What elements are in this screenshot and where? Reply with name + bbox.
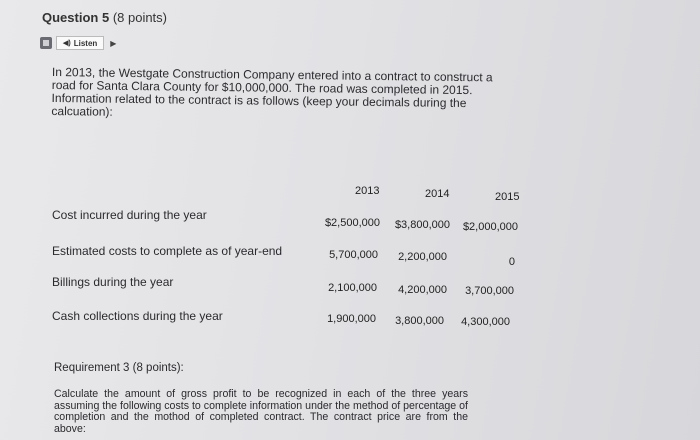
- play-icon[interactable]: ▶: [110, 38, 117, 48]
- cell-bill-2014: 4,200,000: [398, 284, 447, 296]
- requirement-body: Calculate the amount of gross profit to be recognized in each of the three years assuming the following costs to complete information under the method of percentage of completion and the mothod of completed contract. The contract price are from the above:: [54, 388, 468, 435]
- cell-est-2014: 2,200,000: [398, 251, 447, 263]
- row-label-billings: Billings during the year: [52, 275, 174, 289]
- cell-cost-2015: $2,000,000: [462, 221, 518, 233]
- year-header-2014: 2014: [425, 188, 450, 200]
- question-title: [42, 10, 167, 25]
- cell-est-2013: 5,700,000: [329, 249, 378, 261]
- listen-toolbar: [40, 36, 116, 50]
- cell-bill-2013: 2,100,000: [328, 282, 377, 294]
- cell-cost-2014: $3,800,000: [394, 219, 450, 231]
- cell-cash-2013: 1,900,000: [327, 313, 376, 325]
- question-points: (8 points): [112, 10, 168, 25]
- question-intro: In 2013, the Westgate Construction Company entered into a contract to construct a road for Santa Clara County for $10,000,000. The road was completed in 2015. Information related to the contract is as follows (keep your decimals during the calcuation):: [51, 65, 493, 119]
- row-label-estimated-costs: Estimated costs to complete as of year-end: [52, 244, 283, 258]
- requirement-title: Requirement 3 (8 points):: [54, 362, 184, 374]
- speaker-icon: ◀): [63, 40, 71, 47]
- row-label-cash-collections: Cash collections during the year: [52, 309, 223, 323]
- listen-button[interactable]: [56, 36, 104, 50]
- media-icon: [40, 37, 52, 49]
- listen-label: Listen: [73, 38, 98, 48]
- cell-bill-2015: 3,700,000: [465, 285, 514, 297]
- cell-cash-2015: 4,300,000: [461, 316, 510, 328]
- question-number: Question 5: [42, 10, 110, 25]
- cell-est-2015: 0: [508, 256, 515, 268]
- year-header-2015: 2015: [495, 191, 520, 203]
- cell-cash-2014: 3,800,000: [395, 315, 444, 327]
- year-header-2013: 2013: [355, 185, 380, 197]
- cell-cost-2013: $2,500,000: [324, 217, 380, 229]
- row-label-cost-incurred: Cost incurred during the year: [52, 208, 207, 222]
